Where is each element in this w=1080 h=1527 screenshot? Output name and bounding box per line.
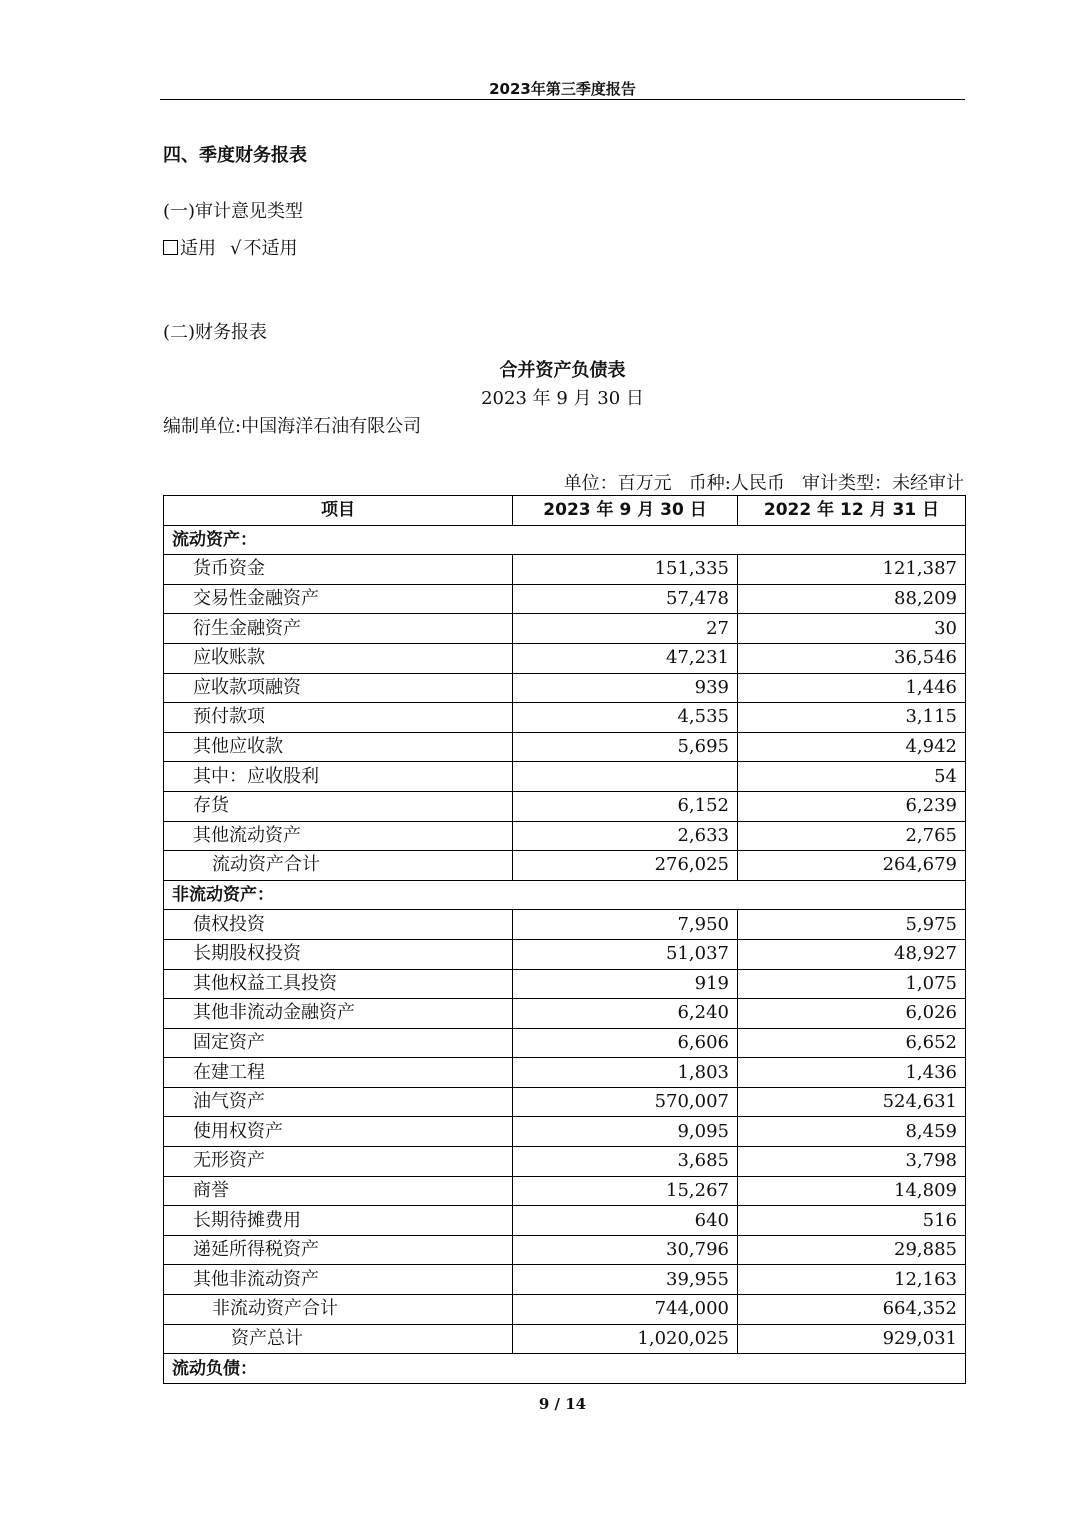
row-item: 预付款项 — [164, 703, 513, 733]
row-item: 其中：应收股利 — [164, 762, 513, 792]
row-value-2023: 51,037 — [513, 939, 738, 969]
row-value-2023: 744,000 — [513, 1295, 738, 1325]
row-item: 使用权资产 — [164, 1117, 513, 1147]
table-row — [164, 1265, 966, 1295]
row-item: 存货 — [164, 791, 513, 821]
row-value-2023: 57,478 — [513, 584, 738, 614]
table-row — [164, 1176, 966, 1206]
balance-sheet-date: 2023 年 9 月 30 日 — [481, 388, 644, 409]
row-value-2023: 1,020,025 — [513, 1324, 738, 1354]
table-row — [164, 762, 966, 792]
row-item: 流动资产合计 — [164, 851, 513, 881]
row-value-2022: 4,942 — [738, 732, 966, 762]
row-item: 货币资金 — [164, 555, 513, 585]
row-item: 资产总计 — [164, 1324, 513, 1354]
row-value-2023: 6,152 — [513, 791, 738, 821]
row-value-2023: 151,335 — [513, 555, 738, 585]
row-item: 长期待摊费用 — [164, 1206, 513, 1236]
row-value-2023: 9,095 — [513, 1117, 738, 1147]
column-header-2022: 2022 年 12 月 31 日 — [738, 496, 966, 526]
row-value-2022: 1,446 — [738, 673, 966, 703]
row-item: 其他应收款 — [164, 732, 513, 762]
row-value-2023: 3,685 — [513, 1147, 738, 1177]
unit-line: 单位：百万元 币种:人民币 审计类型：未经审计 — [563, 473, 964, 494]
row-item: 交易性金融资产 — [164, 584, 513, 614]
row-value-2022: 664,352 — [738, 1295, 966, 1325]
row-value-2022: 1,075 — [738, 969, 966, 999]
row-value-2022: 36,546 — [738, 643, 966, 673]
section-row-current-assets — [164, 525, 966, 555]
row-item: 递延所得税资产 — [164, 1235, 513, 1265]
row-item: 其他非流动金融资产 — [164, 999, 513, 1029]
row-item: 固定资产 — [164, 1028, 513, 1058]
table-row — [164, 732, 966, 762]
section-heading: 非流动资产： — [164, 880, 966, 910]
table-row-subtotal — [164, 1295, 966, 1325]
row-value-2022: 2,765 — [738, 821, 966, 851]
table-row — [164, 939, 966, 969]
table-row — [164, 1058, 966, 1088]
audit-options — [163, 234, 297, 260]
row-value-2022: 264,679 — [738, 851, 966, 881]
page-number: 9 / 14 — [538, 1395, 587, 1413]
row-value-2023 — [513, 762, 738, 792]
compiler-line: 编制单位:中国海洋石油有限公司 — [163, 416, 422, 437]
row-item: 其他流动资产 — [164, 821, 513, 851]
row-value-2023: 27 — [513, 614, 738, 644]
row-value-2023: 276,025 — [513, 851, 738, 881]
table-row — [164, 910, 966, 940]
row-value-2023: 6,606 — [513, 1028, 738, 1058]
row-value-2023: 939 — [513, 673, 738, 703]
row-item: 商誉 — [164, 1176, 513, 1206]
section-heading: 流动负债： — [164, 1354, 966, 1384]
row-value-2023: 919 — [513, 969, 738, 999]
row-value-2023: 7,950 — [513, 910, 738, 940]
row-item: 应收款项融资 — [164, 673, 513, 703]
row-value-2022: 14,809 — [738, 1176, 966, 1206]
row-value-2022: 1,436 — [738, 1058, 966, 1088]
column-header-2023: 2023 年 9 月 30 日 — [513, 496, 738, 526]
header-divider — [160, 99, 965, 100]
table-row — [164, 1206, 966, 1236]
table-row — [164, 703, 966, 733]
row-value-2022: 54 — [738, 762, 966, 792]
row-value-2022: 524,631 — [738, 1087, 966, 1117]
page-header-title: 2023年第三季度报告 — [489, 80, 636, 98]
row-value-2023: 15,267 — [513, 1176, 738, 1206]
audit-heading: (一)审计意见类型 — [163, 201, 304, 222]
table-row — [164, 821, 966, 851]
balance-sheet-table — [163, 495, 966, 1384]
row-item: 衍生金融资产 — [164, 614, 513, 644]
row-value-2022: 6,239 — [738, 791, 966, 821]
statements-heading: (二)财务报表 — [163, 322, 268, 343]
table-row — [164, 643, 966, 673]
table-row — [164, 1028, 966, 1058]
row-value-2023: 640 — [513, 1206, 738, 1236]
row-value-2023: 2,633 — [513, 821, 738, 851]
option-not-applicable: 不适用 — [243, 238, 298, 259]
row-value-2022: 516 — [738, 1206, 966, 1236]
row-value-2023: 47,231 — [513, 643, 738, 673]
table-row — [164, 1117, 966, 1147]
table-row — [164, 555, 966, 585]
table-row — [164, 791, 966, 821]
table-row — [164, 1147, 966, 1177]
row-value-2023: 1,803 — [513, 1058, 738, 1088]
table-row — [164, 1087, 966, 1117]
row-value-2022: 121,387 — [738, 555, 966, 585]
row-value-2022: 6,026 — [738, 999, 966, 1029]
option-applicable: 适用 — [180, 238, 216, 259]
table-header-row — [164, 496, 966, 526]
row-value-2023: 6,240 — [513, 999, 738, 1029]
table-row-total — [164, 1324, 966, 1354]
row-value-2022: 29,885 — [738, 1235, 966, 1265]
row-value-2022: 5,975 — [738, 910, 966, 940]
row-value-2023: 4,535 — [513, 703, 738, 733]
table-row — [164, 1235, 966, 1265]
column-header-item: 项目 — [164, 496, 513, 526]
row-value-2023: 39,955 — [513, 1265, 738, 1295]
table-row — [164, 673, 966, 703]
check-mark-icon: √ — [230, 238, 242, 259]
row-value-2022: 30 — [738, 614, 966, 644]
row-value-2023: 5,695 — [513, 732, 738, 762]
row-value-2022: 8,459 — [738, 1117, 966, 1147]
row-value-2022: 88,209 — [738, 584, 966, 614]
row-item: 其他权益工具投资 — [164, 969, 513, 999]
row-value-2022: 48,927 — [738, 939, 966, 969]
row-value-2022: 3,115 — [738, 703, 966, 733]
table-row — [164, 969, 966, 999]
row-value-2022: 929,031 — [738, 1324, 966, 1354]
table-row — [164, 584, 966, 614]
row-item: 在建工程 — [164, 1058, 513, 1088]
empty-checkbox-icon — [163, 240, 178, 255]
row-value-2023: 30,796 — [513, 1235, 738, 1265]
row-item: 油气资产 — [164, 1087, 513, 1117]
section-title: 四、季度财务报表 — [163, 145, 307, 166]
row-item: 债权投资 — [164, 910, 513, 940]
row-item: 无形资产 — [164, 1147, 513, 1177]
row-value-2022: 12,163 — [738, 1265, 966, 1295]
row-item: 其他非流动资产 — [164, 1265, 513, 1295]
table-row-subtotal — [164, 851, 966, 881]
row-value-2022: 3,798 — [738, 1147, 966, 1177]
row-item: 非流动资产合计 — [164, 1295, 513, 1325]
row-item: 应收账款 — [164, 643, 513, 673]
section-row-current-liabilities — [164, 1354, 966, 1384]
row-value-2022: 6,652 — [738, 1028, 966, 1058]
section-row-noncurrent-assets — [164, 880, 966, 910]
row-item: 长期股权投资 — [164, 939, 513, 969]
row-value-2023: 570,007 — [513, 1087, 738, 1117]
table-row — [164, 999, 966, 1029]
section-heading: 流动资产： — [164, 525, 966, 555]
balance-sheet-title: 合并资产负债表 — [499, 360, 626, 381]
table-row — [164, 614, 966, 644]
